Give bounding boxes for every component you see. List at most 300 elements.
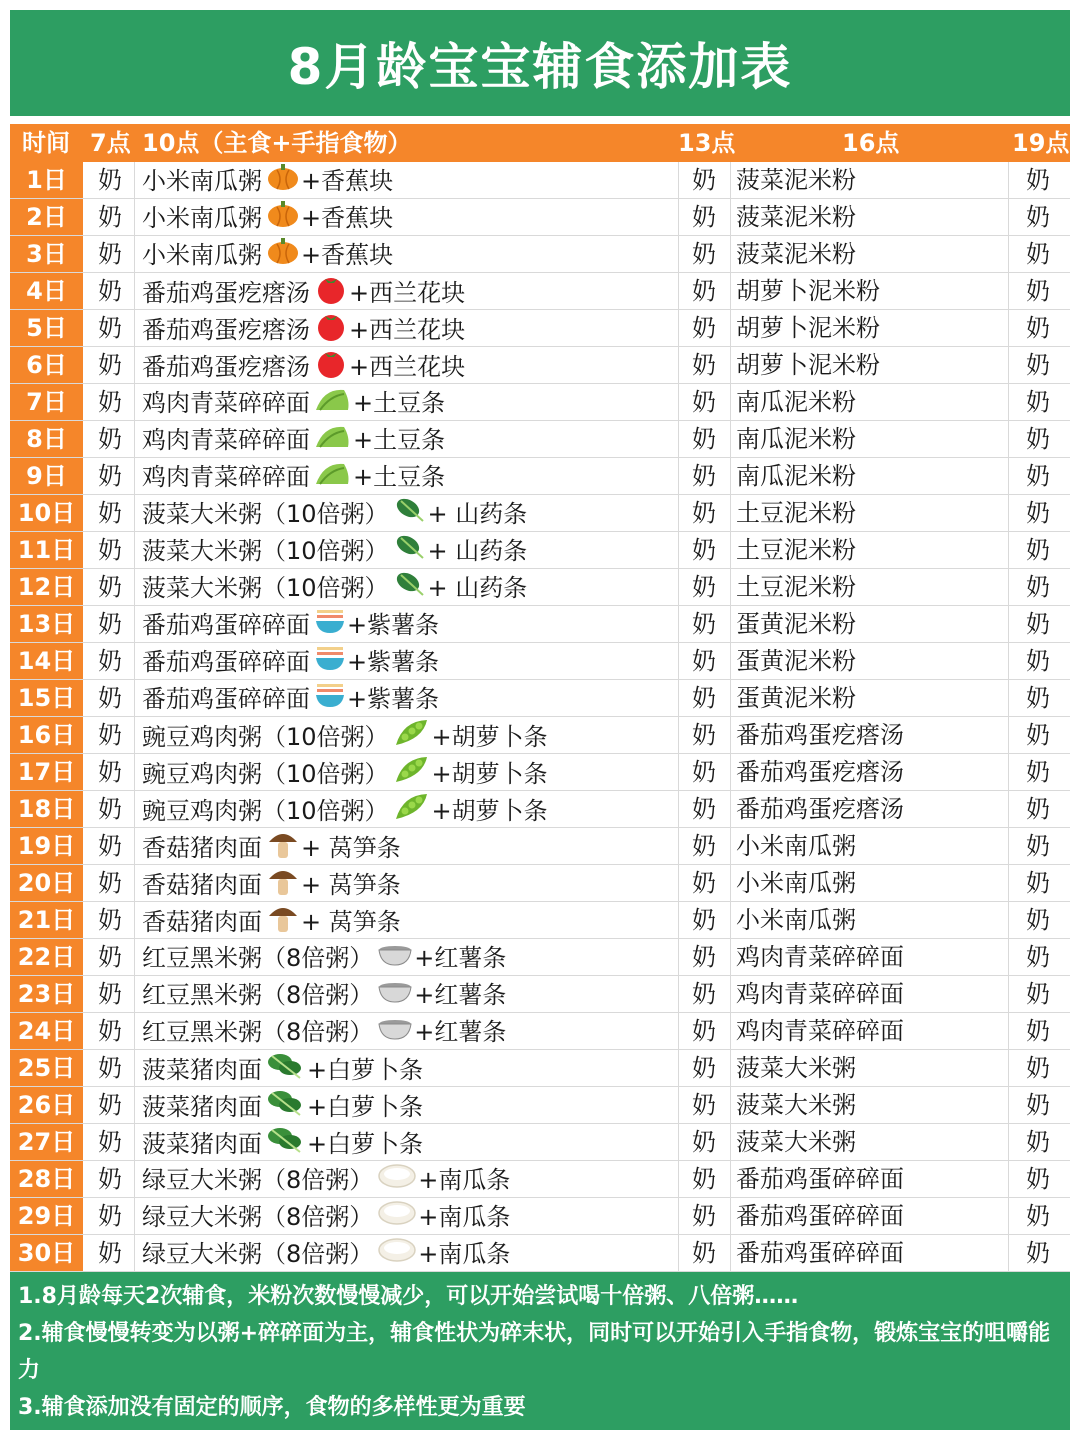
day-cell: 14日	[10, 643, 83, 679]
main-dish: 香菇猪肉面	[142, 908, 262, 936]
meal-16-cell: 番茄鸡蛋碎碎面	[736, 1202, 904, 1230]
meal-16-cell: 胡萝卜泥米粉	[736, 314, 880, 342]
meal-10-cell	[142, 606, 439, 646]
milk-19-cell: 奶	[1026, 1202, 1050, 1230]
milk-13-cell: 奶	[692, 721, 716, 749]
day-cell: 5日	[10, 310, 83, 346]
milk-13-cell: 奶	[692, 1165, 716, 1193]
meal-16-cell: 小米南瓜粥	[736, 869, 856, 897]
meal-16-cell: 蛋黄泥米粉	[736, 684, 856, 712]
noodle-bowl-icon	[314, 643, 346, 683]
main-dish: 番茄鸡蛋疙瘩汤	[142, 316, 310, 344]
milk-19-cell: 奶	[1026, 832, 1050, 860]
porridge-bowl-icon	[377, 1013, 413, 1053]
milk-7-cell: 奶	[98, 1017, 122, 1045]
meal-plan-sheet	[10, 10, 1070, 1430]
milk-19-cell: 奶	[1026, 684, 1050, 712]
milk-7-cell: 奶	[98, 1165, 122, 1193]
table-row	[10, 717, 1070, 754]
milk-7-cell: 奶	[98, 240, 122, 268]
rice-bowl-icon	[377, 1198, 417, 1238]
milk-7-cell: 奶	[98, 869, 122, 897]
main-dish: 小米南瓜粥	[142, 241, 262, 269]
meal-16-cell: 土豆泥米粉	[736, 499, 856, 527]
header-time: 时间	[22, 129, 70, 157]
meal-10-cell	[142, 421, 445, 461]
milk-13-cell: 奶	[692, 203, 716, 231]
finger-food: +红薯条	[414, 981, 507, 1009]
table-row	[10, 754, 1070, 791]
milk-13-cell: 奶	[692, 1054, 716, 1082]
milk-19-cell: 奶	[1026, 203, 1050, 231]
meal-16-cell: 菠菜大米粥	[736, 1128, 856, 1156]
milk-7-cell: 奶	[98, 203, 122, 231]
table-row	[10, 569, 1070, 606]
milk-7-cell: 奶	[98, 980, 122, 1008]
day-cell: 2日	[10, 199, 83, 235]
meal-10-cell	[142, 828, 401, 870]
milk-7-cell: 奶	[98, 758, 122, 786]
milk-19-cell: 奶	[1026, 980, 1050, 1008]
mushroom-icon	[266, 865, 300, 907]
milk-7-cell: 奶	[98, 1054, 122, 1082]
main-dish: 番茄鸡蛋碎碎面	[142, 648, 310, 676]
day-cell: 6日	[10, 347, 83, 383]
day-cell: 29日	[10, 1198, 83, 1234]
table-row	[10, 273, 1070, 310]
milk-13-cell: 奶	[692, 943, 716, 971]
milk-13-cell: 奶	[692, 980, 716, 1008]
meal-16-cell: 南瓜泥米粉	[736, 425, 856, 453]
meal-10-cell	[142, 643, 439, 683]
main-dish: 红豆黑米粥（8倍粥）	[142, 981, 374, 1009]
meal-10-cell	[142, 495, 527, 535]
finger-food: +白萝卜条	[307, 1130, 424, 1158]
finger-food: +土豆条	[353, 463, 446, 491]
milk-19-cell: 奶	[1026, 1165, 1050, 1193]
peas-icon	[393, 791, 431, 833]
milk-13-cell: 奶	[692, 647, 716, 675]
finger-food: +南瓜条	[418, 1240, 511, 1268]
day-cell: 20日	[10, 865, 83, 901]
main-dish: 香菇猪肉面	[142, 834, 262, 862]
milk-13-cell: 奶	[692, 758, 716, 786]
meal-10-cell	[142, 273, 465, 315]
milk-7-cell: 奶	[98, 647, 122, 675]
day-cell: 7日	[10, 384, 83, 420]
meal-10-cell	[142, 1124, 423, 1166]
meal-10-cell	[142, 162, 393, 202]
milk-19-cell: 奶	[1026, 721, 1050, 749]
rice-bowl-icon	[377, 1161, 417, 1201]
table-header	[10, 124, 1070, 162]
spinach-icon	[393, 495, 427, 535]
milk-13-cell: 奶	[692, 869, 716, 897]
milk-13-cell: 奶	[692, 1017, 716, 1045]
milk-19-cell: 奶	[1026, 906, 1050, 934]
milk-13-cell: 奶	[692, 610, 716, 638]
milk-19-cell: 奶	[1026, 277, 1050, 305]
meal-16-cell: 小米南瓜粥	[736, 906, 856, 934]
day-cell: 10日	[10, 495, 83, 531]
meal-16-cell: 南瓜泥米粉	[736, 462, 856, 490]
finger-food: + 莴笋条	[301, 871, 401, 899]
meal-10-cell	[142, 1087, 423, 1129]
table-row	[10, 865, 1070, 902]
meal-10-cell	[142, 384, 445, 424]
milk-13-cell: 奶	[692, 351, 716, 379]
meal-16-cell: 胡萝卜泥米粉	[736, 351, 880, 379]
spinach-leaf-icon	[266, 1050, 306, 1092]
milk-13-cell: 奶	[692, 795, 716, 823]
milk-19-cell: 奶	[1026, 943, 1050, 971]
peas-icon	[393, 717, 431, 759]
milk-7-cell: 奶	[98, 684, 122, 712]
meal-16-cell: 胡萝卜泥米粉	[736, 277, 880, 305]
milk-13-cell: 奶	[692, 388, 716, 416]
tomato-icon	[314, 273, 348, 315]
milk-19-cell: 奶	[1026, 869, 1050, 897]
page-title: 8月龄宝宝辅食添加表	[10, 10, 1070, 116]
main-dish: 鸡肉青菜碎碎面	[142, 389, 310, 417]
table-row	[10, 1050, 1070, 1087]
main-dish: 菠菜猪肉面	[142, 1093, 262, 1121]
main-dish: 红豆黑米粥（8倍粥）	[142, 944, 374, 972]
table-row	[10, 1198, 1070, 1235]
milk-19-cell: 奶	[1026, 1054, 1050, 1082]
table-row	[10, 976, 1070, 1013]
main-dish: 豌豆鸡肉粥（10倍粥）	[142, 797, 389, 825]
milk-7-cell: 奶	[98, 462, 122, 490]
day-cell: 25日	[10, 1050, 83, 1086]
tomato-icon	[314, 310, 348, 352]
milk-19-cell: 奶	[1026, 499, 1050, 527]
milk-19-cell: 奶	[1026, 1091, 1050, 1119]
finger-food: + 莴笋条	[301, 834, 401, 862]
table-row	[10, 791, 1070, 828]
meal-16-cell: 番茄鸡蛋碎碎面	[736, 1165, 904, 1193]
milk-19-cell: 奶	[1026, 240, 1050, 268]
main-dish: 菠菜大米粥（10倍粥）	[142, 574, 389, 602]
finger-food: +红薯条	[414, 944, 507, 972]
milk-19-cell: 奶	[1026, 1128, 1050, 1156]
meal-10-cell	[142, 1198, 510, 1238]
milk-7-cell: 奶	[98, 906, 122, 934]
note-line: 1.8月龄每天2次辅食，米粉次数慢慢减少，可以开始尝试喝十倍粥、八倍粥……	[18, 1284, 799, 1309]
table-row	[10, 1235, 1070, 1272]
meal-16-cell: 鸡肉青菜碎碎面	[736, 1017, 904, 1045]
lettuce-icon	[314, 458, 352, 498]
finger-food: + 山药条	[427, 537, 528, 565]
day-cell: 30日	[10, 1235, 83, 1271]
table-row	[10, 902, 1070, 939]
day-cell: 4日	[10, 273, 83, 309]
table-row	[10, 199, 1070, 236]
table-row	[10, 421, 1070, 458]
table-row	[10, 458, 1070, 495]
main-dish: 番茄鸡蛋碎碎面	[142, 685, 310, 713]
note-line: 2.辅食慢慢转变为以粥+碎碎面为主，辅食性状为碎末状，同时可以开始引入手指食物，锻炼宝宝的咀嚼能力	[18, 1321, 1051, 1383]
meal-10-cell	[142, 236, 393, 276]
main-dish: 豌豆鸡肉粥（10倍粥）	[142, 760, 389, 788]
porridge-bowl-icon	[377, 976, 413, 1016]
milk-13-cell: 奶	[692, 166, 716, 194]
table-row	[10, 310, 1070, 347]
finger-food: +胡萝卜条	[431, 723, 548, 751]
main-dish: 番茄鸡蛋疙瘩汤	[142, 279, 310, 307]
table-row	[10, 495, 1070, 532]
meal-10-cell	[142, 754, 548, 796]
table-row	[10, 606, 1070, 643]
meal-10-cell	[142, 1013, 506, 1053]
table-row	[10, 1013, 1070, 1050]
day-cell: 15日	[10, 680, 83, 716]
day-cell: 22日	[10, 939, 83, 975]
table-row	[10, 939, 1070, 976]
day-cell: 16日	[10, 717, 83, 753]
meal-16-cell: 南瓜泥米粉	[736, 388, 856, 416]
lettuce-icon	[314, 421, 352, 461]
finger-food: +紫薯条	[347, 685, 440, 713]
meal-16-cell: 蛋黄泥米粉	[736, 647, 856, 675]
milk-7-cell: 奶	[98, 721, 122, 749]
milk-13-cell: 奶	[692, 314, 716, 342]
milk-13-cell: 奶	[692, 1202, 716, 1230]
porridge-bowl-icon	[377, 939, 413, 979]
spinach-icon	[393, 532, 427, 572]
finger-food: +香蕉块	[301, 167, 394, 195]
milk-13-cell: 奶	[692, 536, 716, 564]
meal-10-cell	[142, 680, 439, 720]
day-cell: 17日	[10, 754, 83, 790]
table-row	[10, 680, 1070, 717]
day-cell: 11日	[10, 532, 83, 568]
meal-16-cell: 蛋黄泥米粉	[736, 610, 856, 638]
milk-19-cell: 奶	[1026, 388, 1050, 416]
finger-food: +香蕉块	[301, 241, 394, 269]
milk-7-cell: 奶	[98, 536, 122, 564]
main-dish: 菠菜猪肉面	[142, 1130, 262, 1158]
milk-7-cell: 奶	[98, 1239, 122, 1267]
main-dish: 豌豆鸡肉粥（10倍粥）	[142, 723, 389, 751]
finger-food: +紫薯条	[347, 648, 440, 676]
mushroom-icon	[266, 828, 300, 870]
meal-10-cell	[142, 458, 445, 498]
table-row	[10, 1161, 1070, 1198]
milk-7-cell: 奶	[98, 610, 122, 638]
main-dish: 小米南瓜粥	[142, 204, 262, 232]
noodle-bowl-icon	[314, 606, 346, 646]
milk-7-cell: 奶	[98, 573, 122, 601]
milk-7-cell: 奶	[98, 499, 122, 527]
tomato-icon	[314, 347, 348, 389]
table-row	[10, 236, 1070, 273]
finger-food: + 莴笋条	[301, 908, 401, 936]
table-row	[10, 347, 1070, 384]
milk-13-cell: 奶	[692, 240, 716, 268]
table-row	[10, 384, 1070, 421]
pumpkin-icon	[266, 162, 300, 202]
spinach-leaf-icon	[266, 1087, 306, 1129]
finger-food: +白萝卜条	[307, 1056, 424, 1084]
main-dish: 绿豆大米粥（8倍粥）	[142, 1166, 374, 1194]
milk-19-cell: 奶	[1026, 351, 1050, 379]
milk-13-cell: 奶	[692, 832, 716, 860]
header-19: 19点	[1012, 129, 1070, 157]
main-dish: 番茄鸡蛋碎碎面	[142, 611, 310, 639]
milk-7-cell: 奶	[98, 795, 122, 823]
meal-10-cell	[142, 1161, 510, 1201]
meal-16-cell: 菠菜大米粥	[736, 1054, 856, 1082]
milk-7-cell: 奶	[98, 351, 122, 379]
milk-13-cell: 奶	[692, 906, 716, 934]
milk-19-cell: 奶	[1026, 758, 1050, 786]
spinach-leaf-icon	[266, 1124, 306, 1166]
meal-16-cell: 番茄鸡蛋疙瘩汤	[736, 795, 904, 823]
milk-19-cell: 奶	[1026, 462, 1050, 490]
day-cell: 27日	[10, 1124, 83, 1160]
table-row	[10, 1087, 1070, 1124]
meal-10-cell	[142, 865, 401, 907]
milk-13-cell: 奶	[692, 1091, 716, 1119]
day-cell: 21日	[10, 902, 83, 938]
main-dish: 小米南瓜粥	[142, 167, 262, 195]
milk-19-cell: 奶	[1026, 573, 1050, 601]
meal-16-cell: 菠菜泥米粉	[736, 203, 856, 231]
milk-13-cell: 奶	[692, 684, 716, 712]
finger-food: + 山药条	[427, 574, 528, 602]
day-cell: 26日	[10, 1087, 83, 1123]
milk-7-cell: 奶	[98, 388, 122, 416]
note-line: 3.辅食添加没有固定的顺序，食物的多样性更为重要	[18, 1395, 526, 1420]
header-13: 13点	[678, 129, 736, 157]
finger-food: +土豆条	[353, 426, 446, 454]
meal-10-cell	[142, 939, 506, 979]
meal-16-cell: 土豆泥米粉	[736, 536, 856, 564]
main-dish: 番茄鸡蛋疙瘩汤	[142, 353, 310, 381]
milk-13-cell: 奶	[692, 499, 716, 527]
milk-7-cell: 奶	[98, 1202, 122, 1230]
finger-food: +西兰花块	[349, 353, 466, 381]
day-cell: 12日	[10, 569, 83, 605]
main-dish: 香菇猪肉面	[142, 871, 262, 899]
notes-panel	[10, 1272, 1070, 1430]
meal-10-cell	[142, 791, 548, 833]
meal-16-cell: 土豆泥米粉	[736, 573, 856, 601]
main-dish: 鸡肉青菜碎碎面	[142, 426, 310, 454]
milk-13-cell: 奶	[692, 277, 716, 305]
finger-food: +西兰花块	[349, 316, 466, 344]
main-dish: 菠菜大米粥（10倍粥）	[142, 500, 389, 528]
main-dish: 红豆黑米粥（8倍粥）	[142, 1018, 374, 1046]
milk-13-cell: 奶	[692, 462, 716, 490]
meal-10-cell	[142, 976, 506, 1016]
meal-10-cell	[142, 347, 465, 389]
pumpkin-icon	[266, 236, 300, 276]
meal-10-cell	[142, 199, 393, 239]
milk-19-cell: 奶	[1026, 536, 1050, 564]
table-body	[10, 162, 1070, 1272]
day-cell: 1日	[10, 162, 83, 198]
meal-16-cell: 番茄鸡蛋疙瘩汤	[736, 721, 904, 749]
milk-13-cell: 奶	[692, 1239, 716, 1267]
main-dish: 菠菜猪肉面	[142, 1056, 262, 1084]
table-row	[10, 643, 1070, 680]
meal-16-cell: 番茄鸡蛋碎碎面	[736, 1239, 904, 1267]
milk-7-cell: 奶	[98, 314, 122, 342]
main-dish: 鸡肉青菜碎碎面	[142, 463, 310, 491]
meal-10-cell	[142, 569, 527, 609]
meal-16-cell: 鸡肉青菜碎碎面	[736, 943, 904, 971]
milk-7-cell: 奶	[98, 277, 122, 305]
milk-19-cell: 奶	[1026, 647, 1050, 675]
finger-food: +南瓜条	[418, 1166, 511, 1194]
mushroom-icon	[266, 902, 300, 944]
table-row	[10, 1124, 1070, 1161]
day-cell: 18日	[10, 791, 83, 827]
finger-food: +红薯条	[414, 1018, 507, 1046]
milk-19-cell: 奶	[1026, 425, 1050, 453]
milk-19-cell: 奶	[1026, 166, 1050, 194]
milk-7-cell: 奶	[98, 943, 122, 971]
milk-7-cell: 奶	[98, 1128, 122, 1156]
finger-food: +土豆条	[353, 389, 446, 417]
meal-16-cell: 小米南瓜粥	[736, 832, 856, 860]
meal-10-cell	[142, 717, 548, 759]
finger-food: +胡萝卜条	[431, 760, 548, 788]
main-dish: 绿豆大米粥（8倍粥）	[142, 1240, 374, 1268]
noodle-bowl-icon	[314, 680, 346, 720]
rice-bowl-icon	[377, 1235, 417, 1275]
header-10: 10点（主食+手指食物）	[142, 129, 412, 157]
peas-icon	[393, 754, 431, 796]
milk-19-cell: 奶	[1026, 314, 1050, 342]
finger-food: + 山药条	[427, 500, 528, 528]
meal-16-cell: 菠菜大米粥	[736, 1091, 856, 1119]
milk-7-cell: 奶	[98, 1091, 122, 1119]
day-cell: 23日	[10, 976, 83, 1012]
main-dish: 绿豆大米粥（8倍粥）	[142, 1203, 374, 1231]
day-cell: 3日	[10, 236, 83, 272]
meal-10-cell	[142, 902, 401, 944]
milk-13-cell: 奶	[692, 1128, 716, 1156]
lettuce-icon	[314, 384, 352, 424]
meal-10-cell	[142, 1050, 423, 1092]
finger-food: +白萝卜条	[307, 1093, 424, 1121]
day-cell: 9日	[10, 458, 83, 494]
pumpkin-icon	[266, 199, 300, 239]
meal-16-cell: 菠菜泥米粉	[736, 240, 856, 268]
day-cell: 8日	[10, 421, 83, 457]
milk-13-cell: 奶	[692, 573, 716, 601]
header-16: 16点	[842, 129, 900, 157]
day-cell: 24日	[10, 1013, 83, 1049]
meal-10-cell	[142, 1235, 510, 1275]
finger-food: +西兰花块	[349, 279, 466, 307]
finger-food: +香蕉块	[301, 204, 394, 232]
milk-13-cell: 奶	[692, 425, 716, 453]
header-7: 7点	[90, 129, 131, 157]
meal-16-cell: 番茄鸡蛋疙瘩汤	[736, 758, 904, 786]
finger-food: +南瓜条	[418, 1203, 511, 1231]
meal-10-cell	[142, 532, 527, 572]
day-cell: 13日	[10, 606, 83, 642]
milk-7-cell: 奶	[98, 425, 122, 453]
table-row	[10, 162, 1070, 199]
meal-16-cell: 菠菜泥米粉	[736, 166, 856, 194]
milk-19-cell: 奶	[1026, 795, 1050, 823]
meal-16-cell: 鸡肉青菜碎碎面	[736, 980, 904, 1008]
